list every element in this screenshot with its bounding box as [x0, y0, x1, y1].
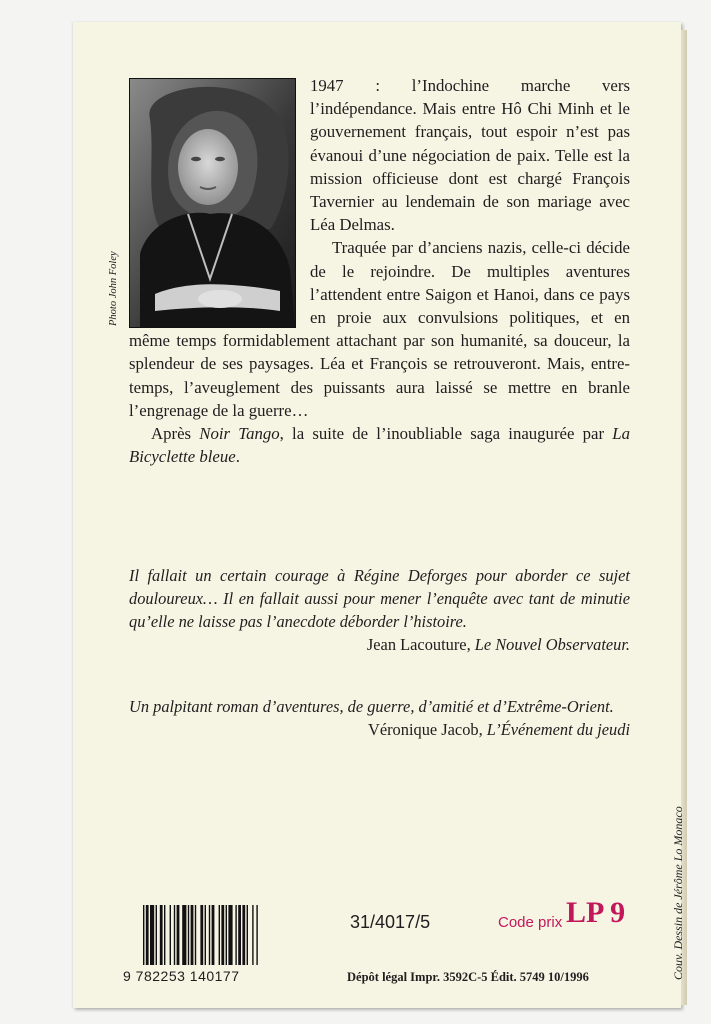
- legal-deposit: Dépôt légal Impr. 3592C-5 Édit. 5749 10/1996: [347, 970, 589, 984]
- barcode-bar: [209, 905, 210, 965]
- book-title-noir-tango: Noir Tango: [199, 424, 280, 444]
- text: Après: [151, 424, 200, 444]
- barcode-bar: [235, 905, 236, 965]
- price-code: LP 9: [566, 896, 626, 929]
- barcode-bar: [219, 905, 220, 965]
- barcode-bar: [170, 905, 171, 965]
- barcode-bar: [174, 905, 175, 965]
- price-label: Code prix: [498, 914, 563, 931]
- text: , la suite de l’inoubliable saga inaugurée par: [279, 424, 613, 444]
- catalog-code: 31/4017/5: [350, 912, 431, 932]
- review-quote-2: [129, 695, 630, 741]
- barcode-bar: [182, 905, 186, 965]
- barcode-bar: [188, 905, 189, 965]
- synopsis: [129, 74, 630, 468]
- barcode-bar: [164, 905, 165, 965]
- quote-source: L’Événement du jeudi: [486, 720, 630, 739]
- barcode-bar: [226, 905, 227, 965]
- barcode-bar: [143, 905, 144, 965]
- quote-author: Jean Lacouture,: [366, 635, 475, 654]
- barcode-bar: [156, 905, 157, 965]
- barcode-bar: [247, 905, 248, 965]
- barcode-bar: [200, 905, 203, 965]
- barcode-bar: [252, 905, 253, 965]
- barcode-bar: [221, 905, 224, 965]
- book-title-bicyclette-bleue: La Bicyclette bleue: [129, 424, 631, 467]
- text: .: [235, 447, 240, 467]
- quote-attribution: [129, 718, 630, 741]
- cover-credit: Couv. Dessin de Jérôme Lo Monaco: [671, 806, 685, 980]
- synopsis-paragraph-2: Traquée par d’anciens nazis, celle-ci décide de le rejoindre. De multiples aventures l’attendent entre Saigon et Hanoi, dans ce pays en proie aux convulsions politiques, et en même temps formidablement attachant par son humanité, sa douceur, la splendeur de ses paysages. Léa et François se retrouveront. Mais, entre-temps, l’aveuglement des puissants aura laissé se mettre en branle l’engrenage de la guerre…: [129, 238, 630, 420]
- quote-source: Le Nouvel Observateur.: [474, 635, 630, 654]
- barcode-bar: [205, 905, 206, 965]
- review-quote-1: [129, 564, 630, 656]
- barcode-bar: [177, 905, 180, 965]
- synopsis-paragraph-3: [129, 422, 630, 468]
- photo-credit: Photo John Foley: [108, 251, 119, 326]
- barcode-bar: [242, 905, 245, 965]
- barcode: [143, 905, 297, 965]
- barcode-bar: [146, 905, 149, 965]
- barcode-bar: [228, 905, 232, 965]
- barcode-bar: [191, 905, 194, 965]
- synopsis-paragraph-1: 1947 : l’Indochine marche vers l’indépendance. Mais entre Hô Chi Minh et le gouvernement français, tout espoir n’est pas évanoui d’une négociation de paix. Telle est la mission officieuse dont est chargé François Tavernier au lendemain de son mariage avec Léa Delmas.: [310, 76, 630, 235]
- barcode-bar: [256, 905, 257, 965]
- ean-number: 9 782253 140177: [123, 968, 240, 984]
- barcode-bar: [212, 905, 215, 965]
- barcode-bar: [150, 905, 154, 965]
- quote-attribution: [129, 633, 630, 656]
- barcode-bar: [238, 905, 241, 965]
- barcode-bar: [160, 905, 163, 965]
- barcode-bar: [195, 905, 196, 965]
- barcode-icon: [143, 905, 297, 965]
- quote-text: Un palpitant roman d’aventures, de guerre, d’amitié et d’Extrême-Orient.: [129, 697, 614, 716]
- quote-text: Il fallait un certain courage à Régine Deforges pour aborder ce sujet douloureux… Il en fallait aussi pour mener l’enquête avec tant de minutie qu’elle ne laisse pas l’anecdote déborder l’histoire.: [129, 566, 630, 631]
- quote-author: Véronique Jacob,: [367, 720, 487, 739]
